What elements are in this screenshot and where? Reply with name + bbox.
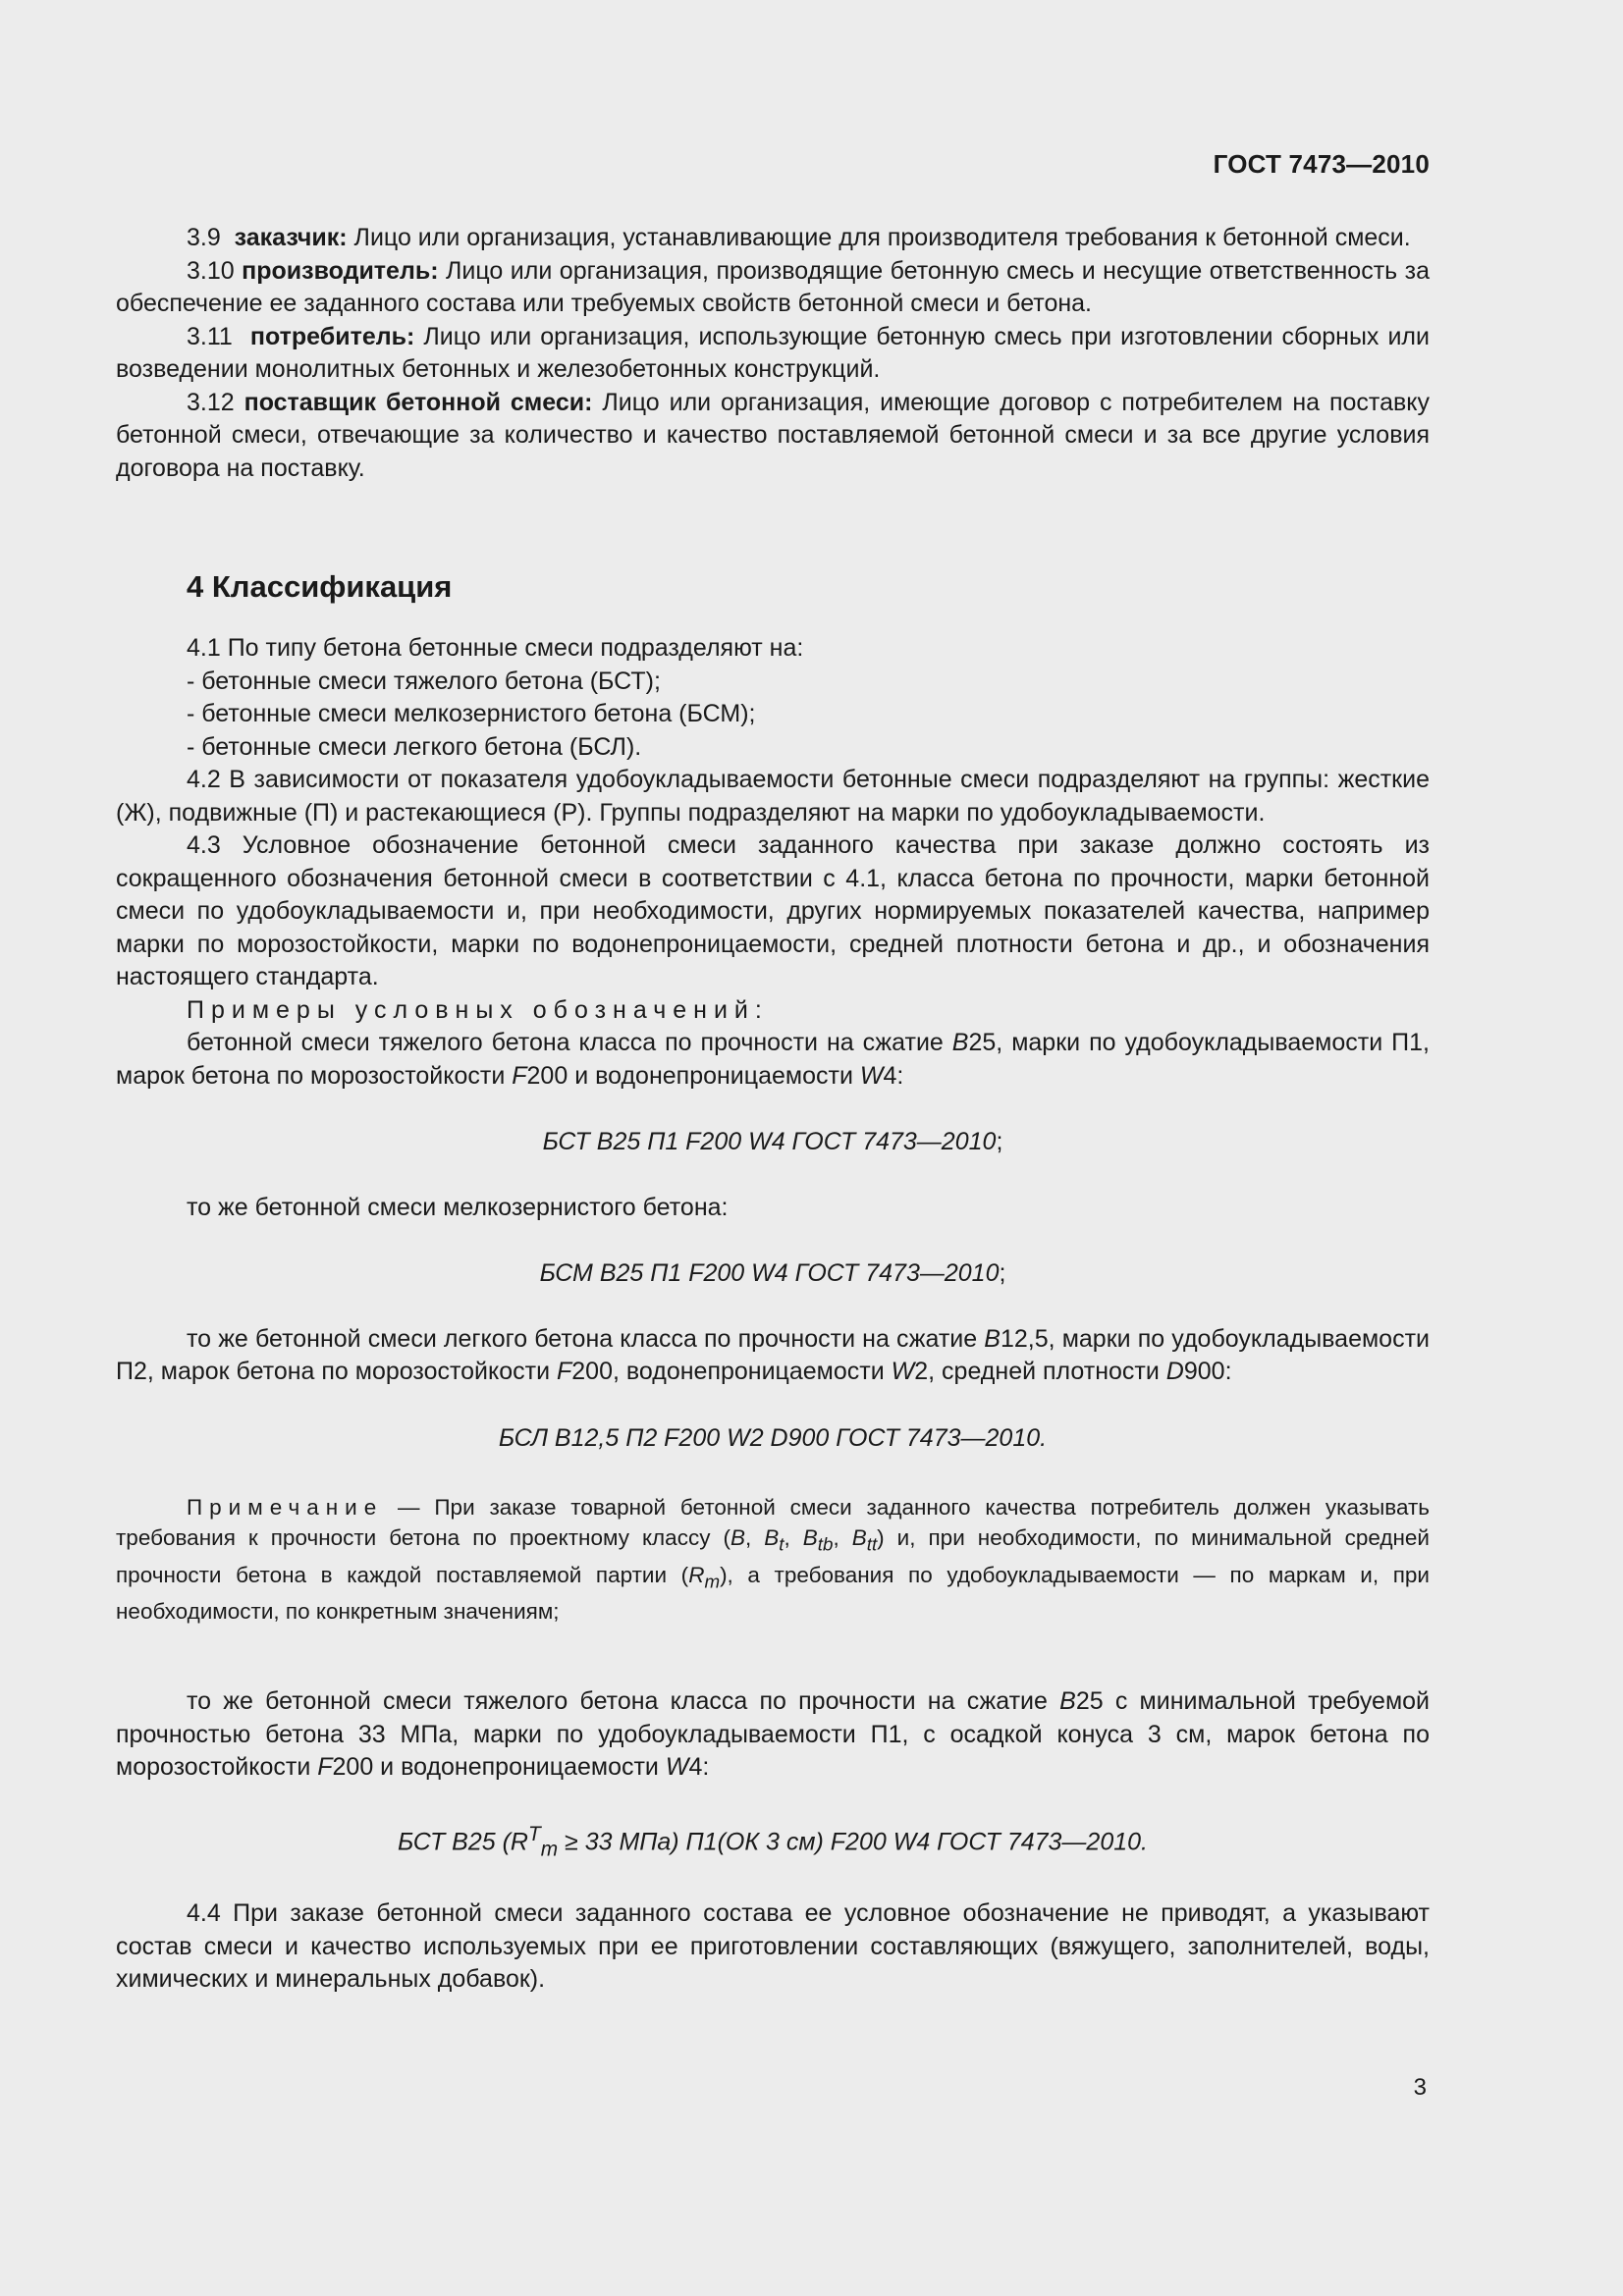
note-label: Примечание bbox=[187, 1495, 384, 1520]
term: поставщик бетонной смеси: bbox=[243, 388, 593, 416]
list-item: - бетонные смеси мелкозернистого бетона (БСМ); bbox=[187, 700, 756, 727]
note-paragraph: Примечание — При заказе товарной бетонной смеси заданного качества потребитель должен указывать требования к прочности бетона по проектному классу (B, $B_t$, $B_{tb}$, $B_{tt}$) и, при необходимости, по минимальной средней прочности бетона в каждой поставляемой партии $(R_m)$, а требования по удобоукладываемости — по маркам и, при необходимости, по конкретным значениям; bbox=[116, 1495, 1430, 1624]
designation-formula-3: БСЛ B12,5 П2 F200 W2 D900 ГОСТ 7473—2010. bbox=[498, 1423, 1048, 1452]
list-item: - бетонные смеси тяжелого бетона (БСТ); bbox=[187, 667, 661, 695]
definition-3-11: 3.11 потребитель: Лицо или организация, использующие бетонную смесь при изготовлении сборных или возведении монолитных бетонных и железобетонных конструкций. bbox=[116, 322, 1430, 383]
examples-label: Примеры условных обозначений: bbox=[187, 995, 769, 1024]
designation-formula-2: БСМ B25 П1 F200 W4 ГОСТ 7473—2010; bbox=[539, 1259, 1006, 1287]
document-id-header: ГОСТ 7473—2010 bbox=[1213, 149, 1430, 179]
paragraph-4-1: 4.1 По типу бетона бетонные смеси подразделяют на: bbox=[187, 634, 804, 662]
paragraph-4-4: 4.4 При заказе бетонной смеси заданного состава ее условное обозначение не приводят, а указывают состав смеси и качество используемых при ее приготовлении составляющих (вяжущего, заполнителей, воды, химических и минеральных добавок). bbox=[116, 1899, 1430, 1994]
page-body bbox=[116, 222, 1430, 1997]
example-2-text: то же бетонной смеси мелкозернистого бетона: bbox=[187, 1193, 729, 1221]
definition-3-9: 3.9 заказчик: Лицо или организация, устанавливающие для производителя требования к бетонной смеси. bbox=[187, 224, 1411, 251]
example-4-text: то же бетонной смеси тяжелого бетона класса по прочности на сжатие B25 с минимальной требуемой прочностью бетона 33 МПа, марки по удобоукладываемости П1, с осадкой конуса 3 см, марок бетона по морозостойкости F200 и водонепроницаемости W4: bbox=[116, 1687, 1430, 1781]
paragraph-4-3: 4.3 Условное обозначение бетонной смеси заданного качества при заказе должно состоять из сокращенного обозначения бетонной смеси в соответствии с 4.1, класса бетона по прочности, марки бетонной смеси по удобоукладываемости и, при необходимости, других нормируемых показателей качества, например марки по морозостойкости, марки по водонепроницаемости, средней плотности бетона и др., и обозначения настоящего стандарта. bbox=[116, 831, 1430, 990]
example-3-text: то же бетонной смеси легкого бетона класса по прочности на сжатие B12,5, марки по удобоукладываемости П2, марок бетона по морозостойкости F200, водонепроницаемости W2, средней плотности D900: bbox=[116, 1324, 1430, 1385]
paragraph-4-2: 4.2 В зависимости от показателя удобоукладываемости бетонные смеси подразделяют на группы: жесткие (Ж), подвижные (П) и растекающиеся (Р). Группы подразделяют на марки по удобоукладываемости. bbox=[116, 766, 1430, 827]
list-item: - бетонные смеси легкого бетона (БСЛ). bbox=[187, 732, 642, 761]
term: производитель: bbox=[242, 256, 439, 285]
section-heading: 4 Классификация bbox=[187, 569, 453, 604]
designation-formula-4: БСТ B25 ($R^T_m \ge 33$ МПа) П1(ОК 3 см) F200 W4 ГОСТ 7473—2010. bbox=[398, 1822, 1148, 1860]
term: потребитель: bbox=[249, 322, 415, 350]
page-number: 3 bbox=[1413, 2074, 1427, 2101]
term: заказчик: bbox=[234, 224, 348, 251]
designation-formula-1: БСТ B25 П1 F200 W4 ГОСТ 7473—2010; bbox=[542, 1128, 1003, 1155]
definition-3-12: 3.12 поставщик бетонной смеси: Лицо или организация, имеющие договор с потребителем на поставку бетонной смеси, отвечающие за количество и качество поставляемой бетонной смеси и за все другие условия договора на поставку. bbox=[116, 388, 1430, 482]
example-1-text: бетонной смеси тяжелого бетона класса по прочности на сжатие B25, марки по удобоукладываемости П1, марок бетона по морозостойкости F200 и водонепроницаемости W4: bbox=[116, 1029, 1430, 1090]
definition-3-10: 3.10 производитель: Лицо или организация, производящие бетонную смесь и несущие ответственность за обеспечение ее заданного состава или требуемых свойств бетонной смеси и бетона. bbox=[116, 256, 1431, 317]
